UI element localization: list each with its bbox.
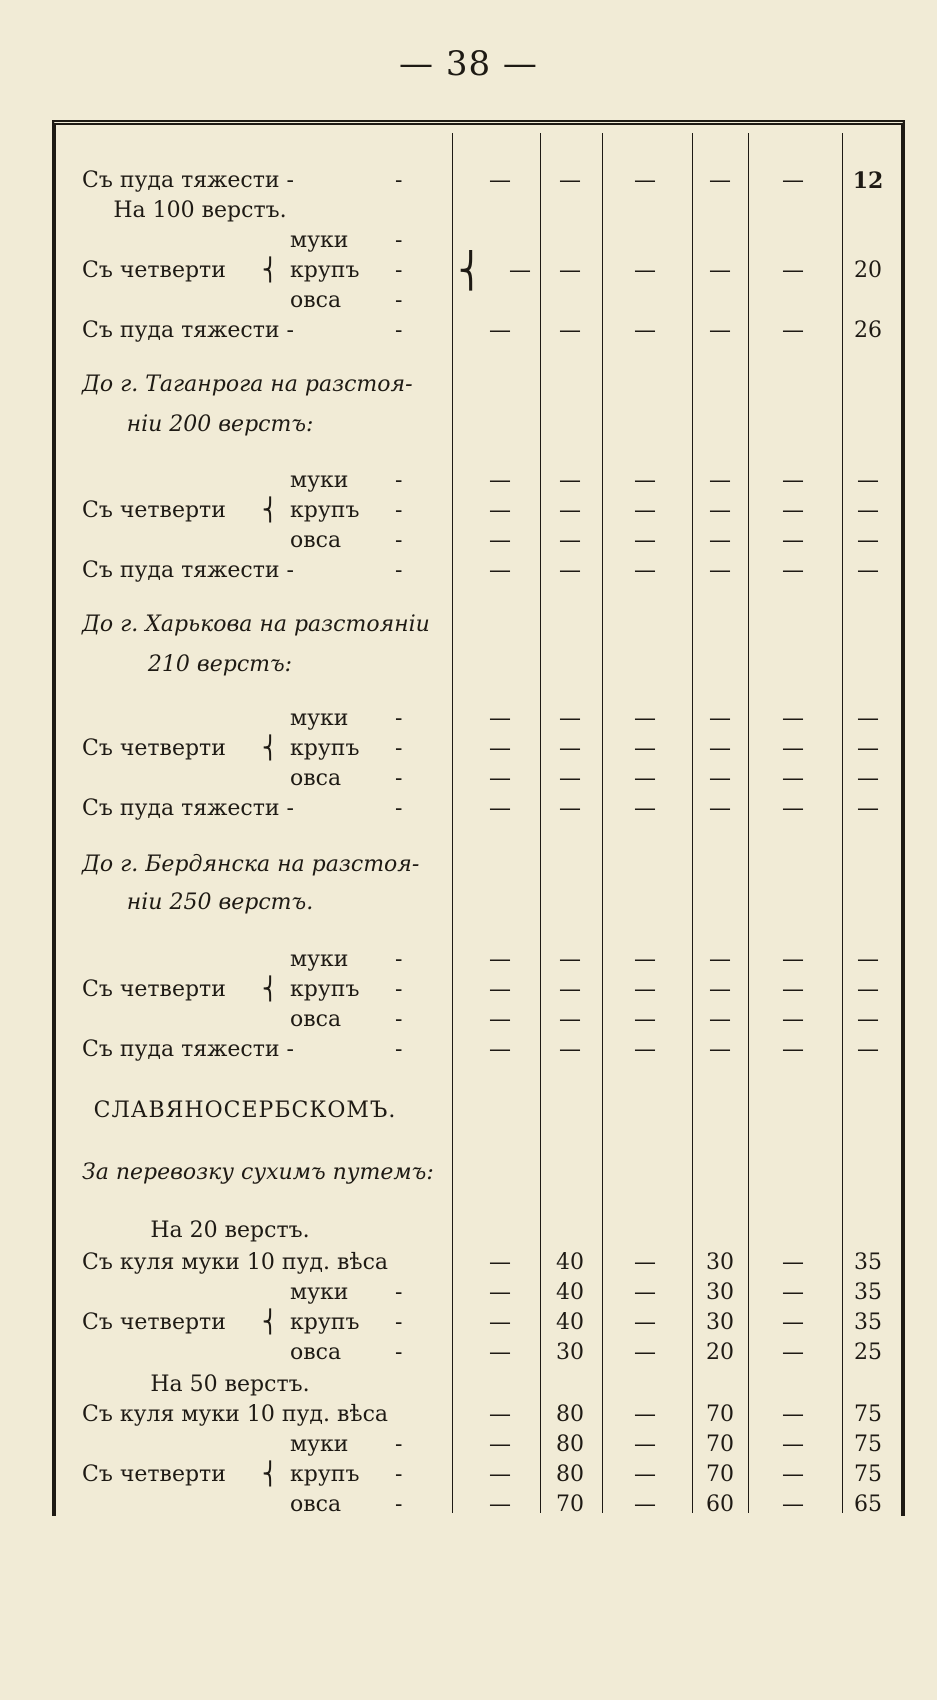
dash-cell: [470, 316, 530, 346]
dash-cell: [540, 316, 600, 346]
dash-cell: [540, 466, 600, 496]
row-sublabel: овса: [290, 1340, 342, 1365]
page-number: — 38 —: [399, 44, 538, 84]
section-heading: [0, 610, 937, 640]
table-row: [0, 1460, 937, 1490]
dash-cell: [615, 945, 675, 975]
row-label: Съ четверти: [82, 498, 226, 523]
row-sublabel: муки: [290, 947, 349, 972]
value-cell: 35: [854, 1250, 882, 1275]
dot-leader: -: [395, 288, 403, 313]
dash-cell: [470, 704, 530, 734]
dot-leader: -: [395, 1432, 403, 1457]
dot-leader: -: [395, 977, 403, 1002]
distance-heading: На 100 верстъ.: [113, 198, 287, 223]
dash-cell: [470, 466, 530, 496]
dot-leader: -: [395, 706, 403, 731]
row-sublabel: муки: [290, 1432, 349, 1457]
table-row: [0, 1035, 937, 1065]
brace-glyph: ⎨: [458, 251, 484, 291]
dash-cell: [470, 1400, 530, 1430]
table-row: [0, 1400, 937, 1430]
dash-cell: [470, 1490, 530, 1520]
dash-cell: [615, 1460, 675, 1490]
dash-cell: [615, 1400, 675, 1430]
dash-cell: [763, 764, 823, 794]
dash-cell: [690, 704, 750, 734]
dash-cell: [690, 316, 750, 346]
value-cell: 65: [854, 1492, 882, 1517]
value-cell: 35: [854, 1280, 882, 1305]
table-row: [0, 556, 937, 586]
dash-cell: [690, 556, 750, 586]
row-sublabel: муки: [290, 468, 349, 493]
value-cell: 80: [556, 1462, 584, 1487]
dash-cell: [763, 466, 823, 496]
subheading: [0, 1370, 937, 1400]
value-cell: 40: [556, 1280, 584, 1305]
value-cell: 80: [556, 1402, 584, 1427]
dash-cell: [763, 1460, 823, 1490]
dash-cell: [540, 945, 600, 975]
row-sublabel: муки: [290, 1280, 349, 1305]
table-row: [0, 945, 937, 975]
dash-cell: [615, 794, 675, 824]
row-sublabel: овса: [290, 1492, 342, 1517]
table-row: [0, 734, 937, 764]
dash-cell: [690, 1005, 750, 1035]
row-label: Съ четверти: [82, 736, 226, 761]
dot-leader: -: [395, 1340, 403, 1365]
dash-cell: [615, 1248, 675, 1278]
row-sublabel: крупъ: [290, 498, 360, 523]
dash-cell: [843, 794, 893, 824]
row-label: Съ четверти: [82, 258, 226, 283]
value-cell: 30: [706, 1310, 734, 1335]
row-sublabel: крупъ: [290, 258, 360, 283]
dot-leader: -: [395, 1492, 403, 1517]
row-sublabel: овса: [290, 1007, 342, 1032]
destination-heading: ніи 250 верстъ.: [126, 890, 314, 915]
section-heading: [0, 410, 937, 440]
value-cell: 30: [706, 1250, 734, 1275]
dash-cell: [540, 556, 600, 586]
value-cell: 75: [854, 1402, 882, 1427]
dot-leader: -: [395, 318, 403, 343]
dash-cell: [615, 526, 675, 556]
dash-cell: [690, 734, 750, 764]
distance-heading: На 50 верстъ.: [150, 1372, 310, 1397]
dash-cell: [540, 496, 600, 526]
dash-cell: [763, 316, 823, 346]
value-cell: 30: [556, 1340, 584, 1365]
table-row: [0, 166, 937, 196]
row-sublabel: крупъ: [290, 977, 360, 1002]
dash-cell: [470, 975, 530, 1005]
dash-cell: [690, 526, 750, 556]
dash-cell: [470, 496, 530, 526]
dash-cell: [763, 1490, 823, 1520]
row-sublabel: овса: [290, 288, 342, 313]
dash-cell: [470, 1005, 530, 1035]
dash-cell: [763, 704, 823, 734]
value-cell: 70: [706, 1402, 734, 1427]
dash-cell: [615, 1490, 675, 1520]
dash-cell: [615, 1035, 675, 1065]
dash-cell: [540, 526, 600, 556]
dash-cell: [470, 1338, 530, 1368]
dash-cell: [843, 734, 893, 764]
dash-cell: [540, 166, 600, 196]
dash-cell: [615, 1338, 675, 1368]
value-cell: 40: [556, 1250, 584, 1275]
dash-cell: [843, 975, 893, 1005]
dot-leader: -: [395, 498, 403, 523]
subheading: [0, 196, 937, 226]
dot-leader: -: [395, 558, 403, 583]
dash-cell: [615, 975, 675, 1005]
dash-cell: [615, 1430, 675, 1460]
dash-cell: [763, 1308, 823, 1338]
dot-leader: -: [395, 1280, 403, 1305]
destination-heading: До г. Харькова на разстояніи: [82, 612, 430, 637]
dash-cell: [763, 1248, 823, 1278]
dash-cell: [763, 256, 823, 286]
table-row: [0, 1248, 937, 1278]
dash-cell: [470, 1430, 530, 1460]
dash-cell: [763, 496, 823, 526]
dash-cell: [615, 1308, 675, 1338]
row-sublabel: крупъ: [290, 736, 360, 761]
dash-cell: [615, 496, 675, 526]
dash-cell: [763, 945, 823, 975]
value-cell: 40: [556, 1310, 584, 1335]
value-cell: 30: [706, 1280, 734, 1305]
row-sublabel: муки: [290, 228, 349, 253]
table-row: [0, 316, 937, 346]
dash-cell: [615, 1278, 675, 1308]
dash-cell: [540, 794, 600, 824]
value-cell: 20: [706, 1340, 734, 1365]
dash-cell: [843, 704, 893, 734]
dash-cell: [763, 556, 823, 586]
dash-cell: [690, 764, 750, 794]
value-cell: 26: [854, 318, 882, 343]
row-label: Съ четверти: [82, 977, 226, 1002]
row-sublabel: крупъ: [290, 1462, 360, 1487]
dash-cell: [540, 704, 600, 734]
dash-cell: [470, 945, 530, 975]
dash-cell: [843, 526, 893, 556]
dash-cell: [540, 1035, 600, 1065]
brace-glyph: ⎨: [262, 977, 279, 1002]
value-cell: 75: [854, 1462, 882, 1487]
table-row: [0, 286, 937, 316]
section-title: СЛАВЯНОСЕРБСКОМЪ.: [93, 1098, 397, 1123]
dash-cell: [540, 1005, 600, 1035]
value-cell: 25: [854, 1340, 882, 1365]
dash-cell: [843, 1005, 893, 1035]
destination-heading: До г. Бердянска на разстоя-: [82, 852, 420, 877]
table-row: [0, 794, 937, 824]
dash-cell: [615, 704, 675, 734]
dash-cell: [690, 975, 750, 1005]
dash-cell: [763, 526, 823, 556]
dash-cell: [843, 945, 893, 975]
brace-glyph: ⎨: [262, 736, 279, 761]
table-row: [0, 1490, 937, 1520]
dash-cell: [615, 764, 675, 794]
dash-cell: [843, 466, 893, 496]
dash-cell: [763, 1430, 823, 1460]
dot-leader: -: [395, 1037, 403, 1062]
dash-cell: [540, 975, 600, 1005]
dash-cell: [540, 734, 600, 764]
section-title-row: [0, 1096, 937, 1126]
table-row: [0, 704, 937, 734]
table-row: [0, 496, 937, 526]
dash-cell: [690, 466, 750, 496]
dot-leader: -: [395, 528, 403, 553]
transport-heading: За перевозку сухимъ путемъ:: [82, 1160, 434, 1185]
dash-cell: [615, 466, 675, 496]
dash-cell: [763, 1005, 823, 1035]
dash-cell: [763, 1035, 823, 1065]
dot-leader: -: [395, 468, 403, 493]
dash-cell: [763, 1338, 823, 1368]
dot-leader: -: [395, 947, 403, 972]
dash-cell: [763, 975, 823, 1005]
destination-heading: До г. Таганрога на разстоя-: [82, 372, 413, 397]
dash-cell: [540, 256, 600, 286]
dash-cell: [763, 1400, 823, 1430]
dot-leader: -: [395, 796, 403, 821]
dash-cell: [470, 794, 530, 824]
dash-cell: [615, 166, 675, 196]
dash-cell: [763, 794, 823, 824]
row-label: Съ четверти: [82, 1310, 226, 1335]
dash-cell: [690, 945, 750, 975]
row-label: Съ пуда тяжести -: [82, 168, 294, 193]
value-cell: 60: [706, 1492, 734, 1517]
dot-leader: -: [395, 258, 403, 283]
value-cell: 80: [556, 1432, 584, 1457]
row-sublabel: муки: [290, 706, 349, 731]
table-row: [0, 1338, 937, 1368]
dash-cell: [843, 556, 893, 586]
row-label: Съ пуда тяжести -: [82, 318, 294, 343]
value-cell: 20: [854, 258, 882, 283]
dash-cell: [763, 1278, 823, 1308]
table-row: [0, 764, 937, 794]
dash-cell: [690, 794, 750, 824]
dash-cell: [615, 556, 675, 586]
brace-glyph: ⎨: [262, 498, 279, 523]
dash-cell: [763, 734, 823, 764]
brace-glyph: ⎨: [262, 1462, 279, 1487]
brace-glyph: ⎨: [262, 1310, 279, 1335]
dash-cell: [470, 764, 530, 794]
dash-cell: [615, 734, 675, 764]
table-row: [0, 466, 937, 496]
dash-cell: [690, 496, 750, 526]
value-cell: 70: [706, 1462, 734, 1487]
table-row: [0, 1278, 937, 1308]
row-label: Съ пуда тяжести -: [82, 1037, 294, 1062]
dash-cell: [470, 734, 530, 764]
distance-heading: На 20 верстъ.: [150, 1218, 310, 1243]
value-cell: 70: [556, 1492, 584, 1517]
dash-cell: [470, 1248, 530, 1278]
brace-glyph: ⎨: [262, 258, 279, 283]
table-row: [0, 251, 937, 291]
dash-cell: [470, 556, 530, 586]
dash-cell: [690, 256, 750, 286]
dash-cell: [470, 166, 530, 196]
dash-cell: [470, 1035, 530, 1065]
dash-cell: [843, 1035, 893, 1065]
dot-leader: -: [395, 228, 403, 253]
value-cell: 70: [706, 1432, 734, 1457]
row-label: Съ пуда тяжести -: [82, 558, 294, 583]
dash-cell: [615, 316, 675, 346]
dot-leader: -: [395, 1007, 403, 1032]
row-sublabel: крупъ: [290, 1310, 360, 1335]
section-heading: [0, 850, 937, 880]
row-label: Съ пуда тяжести -: [82, 796, 294, 821]
dash-cell: [470, 1308, 530, 1338]
section-heading: [0, 650, 937, 680]
dot-leader: -: [395, 1310, 403, 1335]
dash-cell: [470, 526, 530, 556]
dash-cell: [843, 496, 893, 526]
dash-cell: [615, 256, 675, 286]
dash-cell: [540, 764, 600, 794]
destination-heading: ніи 200 верстъ:: [126, 412, 314, 437]
dot-leader: -: [395, 736, 403, 761]
value-cell: 35: [854, 1310, 882, 1335]
table-row: [0, 1308, 937, 1338]
dash-cell: [470, 1278, 530, 1308]
table-row: [0, 1005, 937, 1035]
dash-cell: [690, 1035, 750, 1065]
value-cell: 75: [854, 1432, 882, 1457]
dash-cell: [763, 166, 823, 196]
dot-leader: -: [395, 168, 403, 193]
value-cell: 12: [852, 168, 884, 194]
row-label: Съ куля муки 10 пуд. вѣса: [82, 1250, 389, 1275]
section-heading: [0, 888, 937, 918]
row-sublabel: овса: [290, 766, 342, 791]
subheading: [0, 1216, 937, 1246]
dash-cell: [690, 166, 750, 196]
table-row: [0, 526, 937, 556]
row-sublabel: овса: [290, 528, 342, 553]
destination-heading: 210 верстъ:: [147, 652, 293, 677]
row-label: Съ куля муки 10 пуд. вѣса: [82, 1402, 389, 1427]
dash-cell: [470, 1460, 530, 1490]
section-heading: [0, 370, 937, 400]
section-heading: [0, 1158, 937, 1188]
dash-cell: [843, 764, 893, 794]
row-label: Съ четверти: [82, 1462, 226, 1487]
dot-leader: -: [395, 766, 403, 791]
dash-cell: [615, 1005, 675, 1035]
dot-leader: -: [395, 1462, 403, 1487]
table-row: [0, 1430, 937, 1460]
table-row: [0, 975, 937, 1005]
